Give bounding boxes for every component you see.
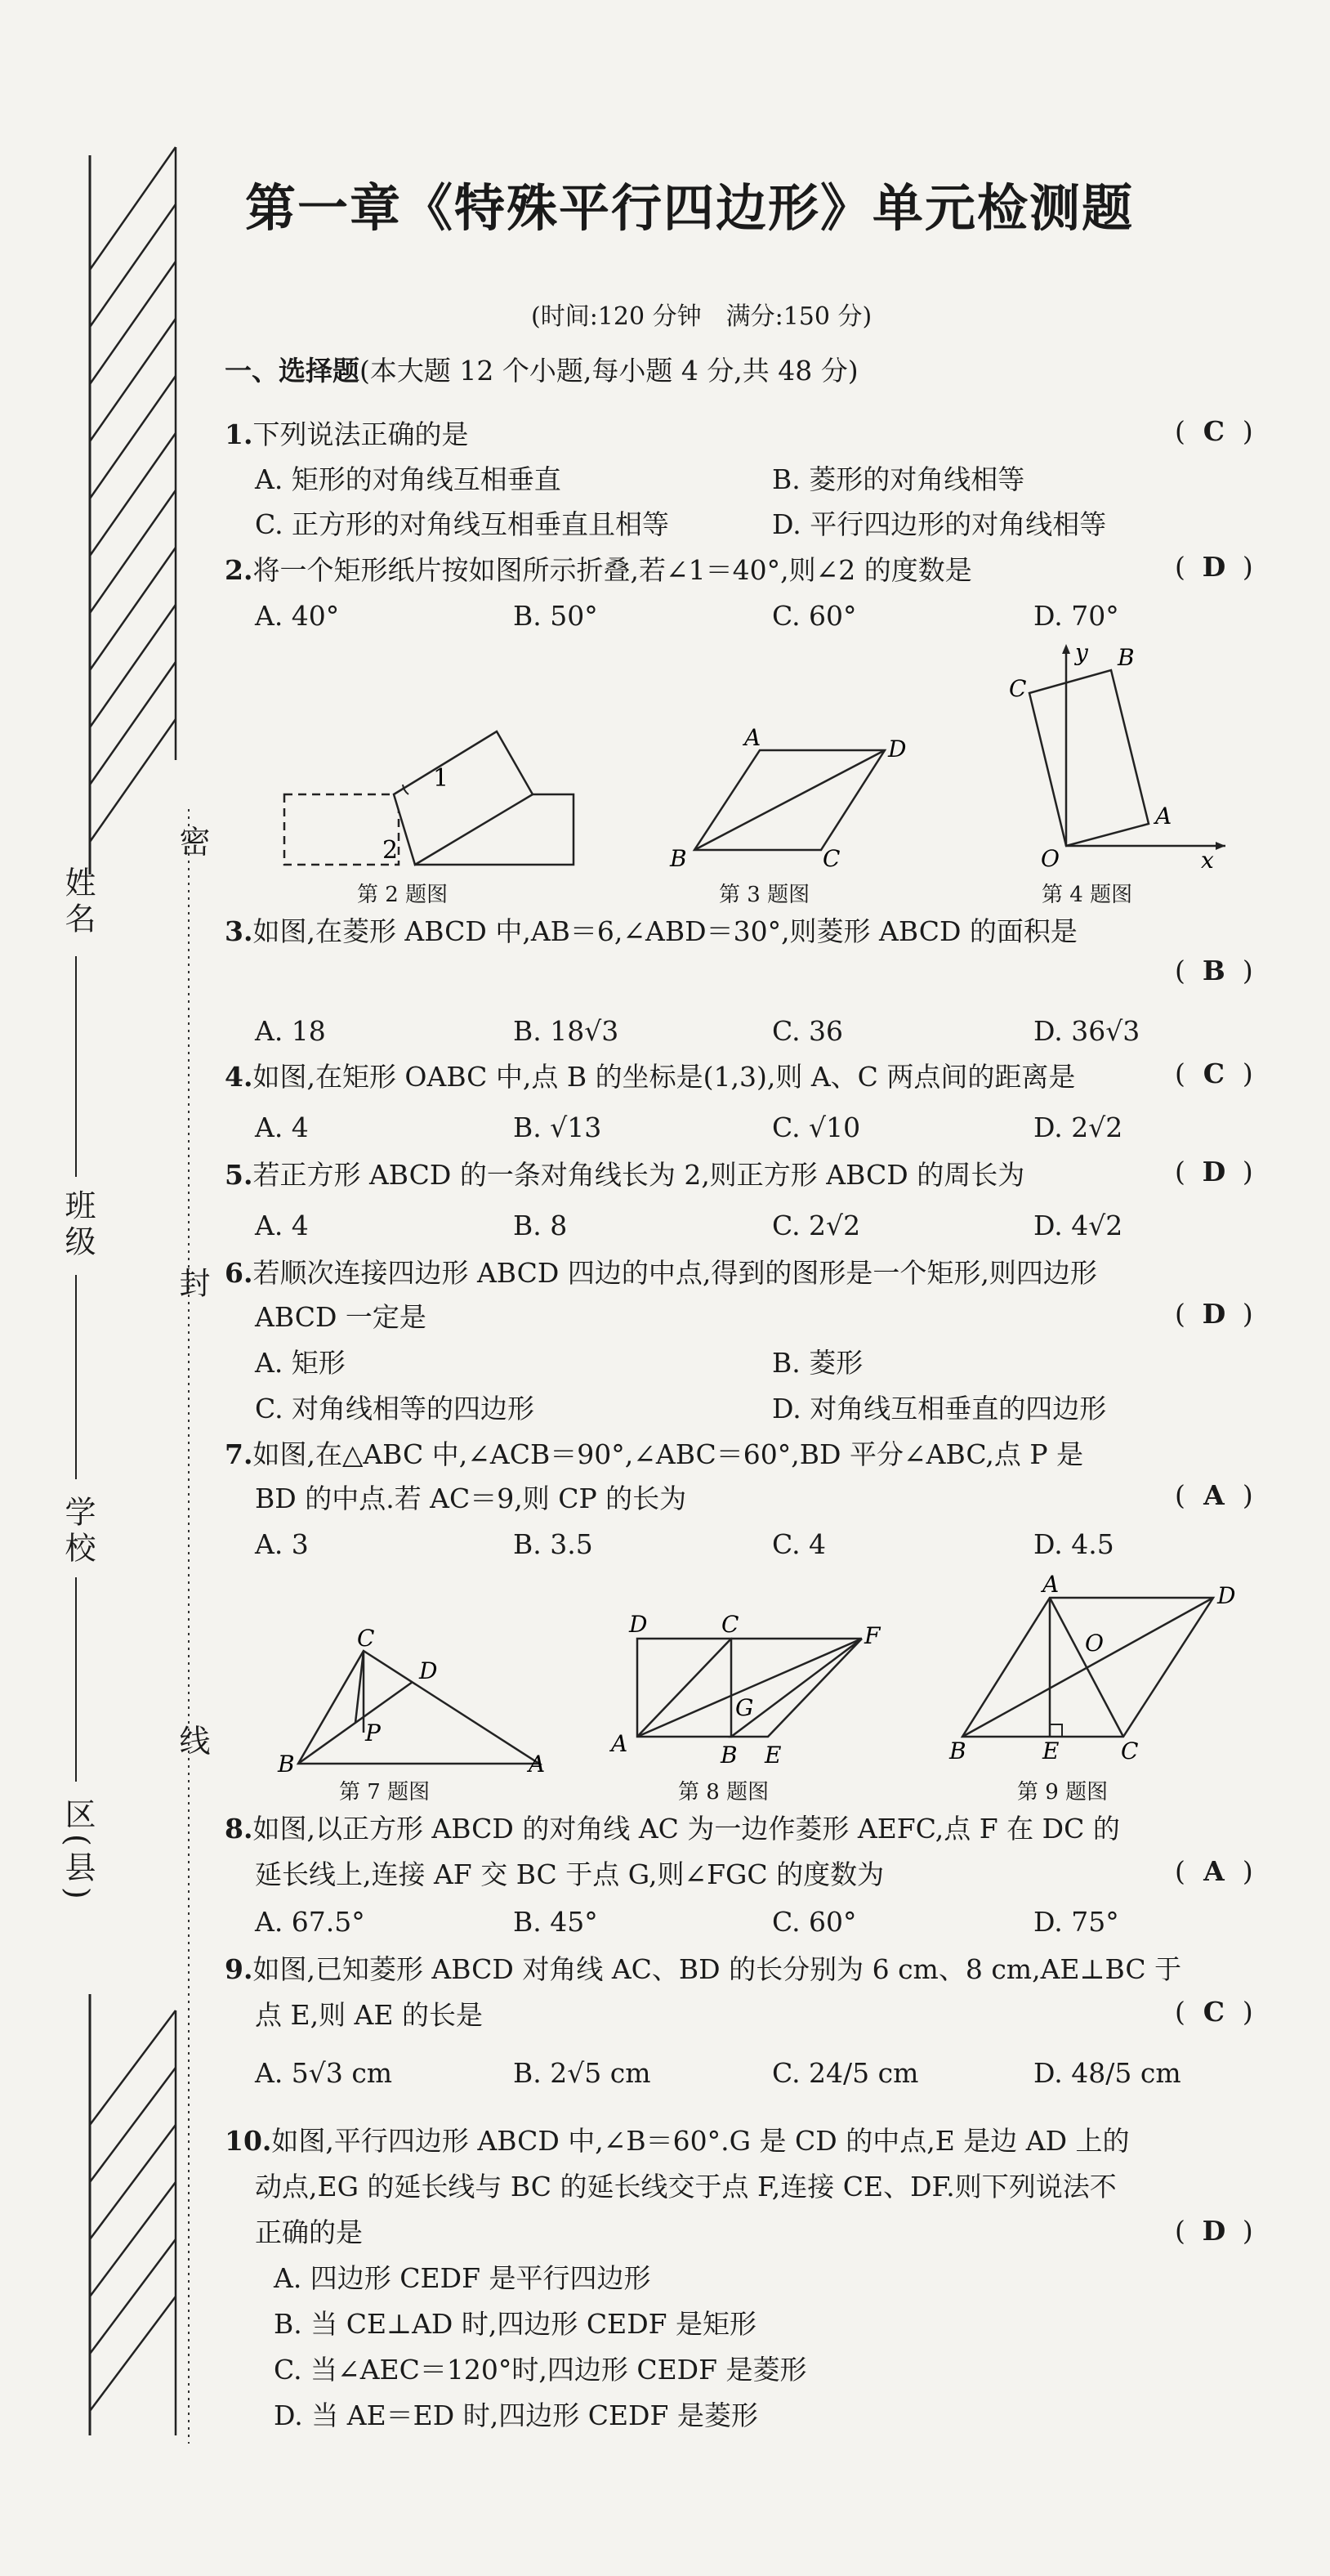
fig4-label-b: B <box>1118 644 1135 671</box>
fig3-label-d: D <box>888 736 907 763</box>
margin-name-line <box>75 956 77 1177</box>
caption-fig9: 第 9 题图 <box>1017 1780 1109 1805</box>
question-9-answer: ( C ) <box>1175 1996 1253 2028</box>
fig7-label-b: B <box>278 1751 295 1778</box>
question-9-option-a: A. 5√3 cm <box>255 2057 393 2089</box>
fig8-label-g: G <box>735 1694 754 1721</box>
question-6-option-d: D. 对角线互相垂直的四边形 <box>772 1393 1107 1424</box>
question-4-answer: ( C ) <box>1175 1058 1253 1089</box>
question-6-stem-cont: ABCD 一定是 <box>255 1301 426 1333</box>
fig8-label-a: A <box>611 1730 628 1757</box>
question-2-option-d: D. 70° <box>1033 600 1119 632</box>
question-6-option-c: C. 对角线相等的四边形 <box>255 1393 535 1424</box>
question-3-answer: ( B ) <box>1175 955 1253 986</box>
question-9-option-c: C. 24/5 cm <box>772 2057 919 2089</box>
binding-dotted-line <box>186 809 191 2444</box>
question-10-answer: ( D ) <box>1175 2215 1253 2247</box>
question-5-stem: 5.若正方形 ABCD 的一条对角线长为 2,则正方形 ABCD 的周长为 <box>225 1159 1025 1191</box>
figure-7 <box>274 1625 568 1778</box>
seal-feng: 封 <box>174 1267 210 1303</box>
margin-district: 区(县) <box>60 1798 96 1904</box>
question-8-option-a: A. 67.5° <box>255 1906 365 1938</box>
caption-fig4: 第 4 题图 <box>1042 883 1133 907</box>
question-9-option-b: B. 2√5 cm <box>513 2057 651 2089</box>
section-note: (本大题 12 个小题,每小题 4 分,共 48 分) <box>359 355 859 387</box>
question-4-option-d: D. 2√2 <box>1033 1111 1123 1143</box>
question-6-answer: ( D ) <box>1175 1298 1253 1330</box>
figure-4 <box>1005 637 1242 874</box>
fig7-label-p: P <box>365 1720 381 1746</box>
question-7-stem: 7.如图,在△ABC 中,∠ACB＝90°,∠ABC＝60°,BD 平分∠ABC,点 P 是 <box>225 1438 1084 1470</box>
question-10-option-b: B. 当 CE⊥AD 时,四边形 CEDF 是矩形 <box>274 2308 757 2340</box>
exam-meta: (时间:120 分钟 满分:150 分) <box>531 302 873 331</box>
fig2-angle-1: 1 <box>433 764 449 793</box>
fig9-label-d: D <box>1217 1582 1236 1609</box>
question-1-answer: ( C ) <box>1175 415 1253 447</box>
figure-9 <box>948 1569 1242 1765</box>
question-7-option-c: C. 4 <box>772 1528 827 1560</box>
section-title: 一、选择题 <box>225 355 359 387</box>
question-2-stem: 2.将一个矩形纸片按如图所示折叠,若∠1＝40°,则∠2 的度数是 <box>225 554 972 586</box>
fig4-label-x: x <box>1201 847 1214 874</box>
question-2-option-c: C. 60° <box>772 600 857 632</box>
question-8-stem: 8.如图,以正方形 ABCD 的对角线 AC 为一边作菱形 AEFC,点 F 在 DC 的 <box>225 1813 1120 1845</box>
question-3-option-a: A. 18 <box>255 1015 326 1047</box>
margin-school-line <box>75 1577 77 1782</box>
margin-class-line <box>75 1275 77 1479</box>
fig2-flap <box>394 731 533 865</box>
binding-hatch-bottom <box>82 1994 184 2452</box>
question-5-option-d: D. 4√2 <box>1033 1210 1123 1241</box>
fig8-label-d: D <box>629 1611 648 1638</box>
question-5-answer: ( D ) <box>1175 1156 1253 1187</box>
question-8-stem-cont: 延长线上,连接 AF 交 BC 于点 G,则∠FGC 的度数为 <box>255 1858 885 1890</box>
question-2-option-a: A. 40° <box>255 600 340 632</box>
question-7-option-d: D. 4.5 <box>1033 1528 1114 1560</box>
question-7-option-b: B. 3.5 <box>513 1528 593 1560</box>
question-1-option-b: B. 菱形的对角线相等 <box>772 463 1025 495</box>
fig9-label-e: E <box>1042 1737 1060 1764</box>
caption-fig2: 第 2 题图 <box>357 883 449 907</box>
fig4-label-y: y <box>1075 639 1088 666</box>
question-7-answer: ( A ) <box>1175 1479 1253 1511</box>
fig3-label-b: B <box>670 845 687 872</box>
fig2-rect-dashed <box>284 794 399 865</box>
question-1-option-a: A. 矩形的对角线互相垂直 <box>255 463 561 495</box>
section-header <box>225 353 859 389</box>
question-10-option-a: A. 四边形 CEDF 是平行四边形 <box>274 2262 651 2294</box>
fig7-label-a: A <box>529 1751 546 1778</box>
question-1-stem: 1.下列说法正确的是 <box>225 418 469 450</box>
fig2-angle-2: 2 <box>382 836 399 865</box>
question-8-answer: ( A ) <box>1175 1855 1253 1887</box>
figure-3 <box>666 719 911 874</box>
question-5-option-b: B. 8 <box>513 1210 568 1241</box>
fig8-label-b: B <box>721 1742 738 1769</box>
caption-fig8: 第 8 题图 <box>678 1780 770 1805</box>
question-5-option-a: A. 4 <box>255 1210 309 1241</box>
question-10-option-c: C. 当∠AEC＝120°时,四边形 CEDF 是菱形 <box>274 2354 807 2386</box>
question-8-option-b: B. 45° <box>513 1906 598 1938</box>
question-8-option-c: C. 60° <box>772 1906 857 1938</box>
question-10-option-d: D. 当 AE＝ED 时,四边形 CEDF 是菱形 <box>274 2399 758 2431</box>
margin-class: 班级 <box>60 1189 96 1261</box>
question-3-option-b: B. 18√3 <box>513 1015 619 1047</box>
question-4-stem: 4.如图,在矩形 OABC 中,点 B 的坐标是(1,3),则 A、C 两点间的距离是 <box>225 1061 1076 1093</box>
question-6-option-b: B. 菱形 <box>772 1347 864 1379</box>
caption-fig3: 第 3 题图 <box>719 883 810 907</box>
question-9-stem: 9.如图,已知菱形 ABCD 对角线 AC、BD 的长分别为 6 cm、8 cm,AE⊥BC 于 <box>225 1953 1182 1985</box>
question-2-option-b: B. 50° <box>513 600 598 632</box>
question-10-stem-cont2: 正确的是 <box>255 2216 363 2248</box>
question-4-option-c: C. √10 <box>772 1111 861 1143</box>
question-7-stem-cont: BD 的中点.若 AC＝9,则 CP 的长为 <box>255 1483 687 1514</box>
fig9-label-c: C <box>1121 1737 1139 1764</box>
question-7-option-a: A. 3 <box>255 1528 309 1560</box>
question-6-stem: 6.若顺次连接四边形 ABCD 四边的中点,得到的图形是一个矩形,则四边形 <box>225 1257 1097 1289</box>
caption-fig7: 第 7 题图 <box>339 1780 431 1805</box>
figure-2 <box>278 719 580 883</box>
question-6-option-a: A. 矩形 <box>255 1347 346 1379</box>
fig3-label-a: A <box>744 724 761 751</box>
fig7-label-d: D <box>419 1657 438 1684</box>
question-8-option-d: D. 75° <box>1033 1906 1119 1938</box>
question-1-option-c: C. 正方形的对角线互相垂直且相等 <box>255 508 670 540</box>
fig9-label-a: A <box>1042 1571 1060 1598</box>
question-9-option-d: D. 48/5 cm <box>1033 2057 1181 2089</box>
question-10-stem: 10.如图,平行四边形 ABCD 中,∠B＝60°.G 是 CD 的中点,E 是边 AD 上的 <box>225 2125 1130 2157</box>
question-3-stem: 3.如图,在菱形 ABCD 中,AB＝6,∠ABD＝30°,则菱形 ABCD 的面积是 <box>225 915 1078 947</box>
fig8-label-e: E <box>765 1742 782 1769</box>
fig4-label-c: C <box>1009 675 1027 702</box>
binding-hatch-top <box>82 139 184 874</box>
fig4-label-a: A <box>1155 803 1172 830</box>
question-2-answer: ( D ) <box>1175 551 1253 583</box>
question-3-option-d: D. 36√3 <box>1033 1015 1140 1047</box>
question-5-option-c: C. 2√2 <box>772 1210 861 1241</box>
fig7-label-c: C <box>357 1625 375 1652</box>
seal-mi: 密 <box>174 825 210 861</box>
fig8-label-f: F <box>864 1622 881 1649</box>
fig4-label-o: O <box>1041 845 1060 872</box>
fig3-label-c: C <box>823 845 841 872</box>
question-4-option-a: A. 4 <box>255 1111 309 1143</box>
margin-name: 姓名 <box>60 866 96 938</box>
seal-xian: 线 <box>174 1724 210 1760</box>
figure-8 <box>605 1606 890 1769</box>
margin-school: 学校 <box>60 1496 96 1568</box>
question-9-stem-cont: 点 E,则 AE 的长是 <box>255 1999 483 2031</box>
question-4-option-b: B. √13 <box>513 1111 602 1143</box>
page-title: 第一章《特殊平行四边形》单元检测题 <box>245 178 1135 238</box>
question-10-stem-cont: 动点,EG 的延长线与 BC 的延长线交于点 F,连接 CE、DF.则下列说法不 <box>255 2171 1117 2203</box>
fig9-label-b: B <box>949 1737 966 1764</box>
question-3-option-c: C. 36 <box>772 1015 844 1047</box>
fig8-label-c: C <box>721 1611 739 1638</box>
fig9-label-o: O <box>1085 1630 1104 1657</box>
question-1-option-d: D. 平行四边形的对角线相等 <box>772 508 1107 540</box>
